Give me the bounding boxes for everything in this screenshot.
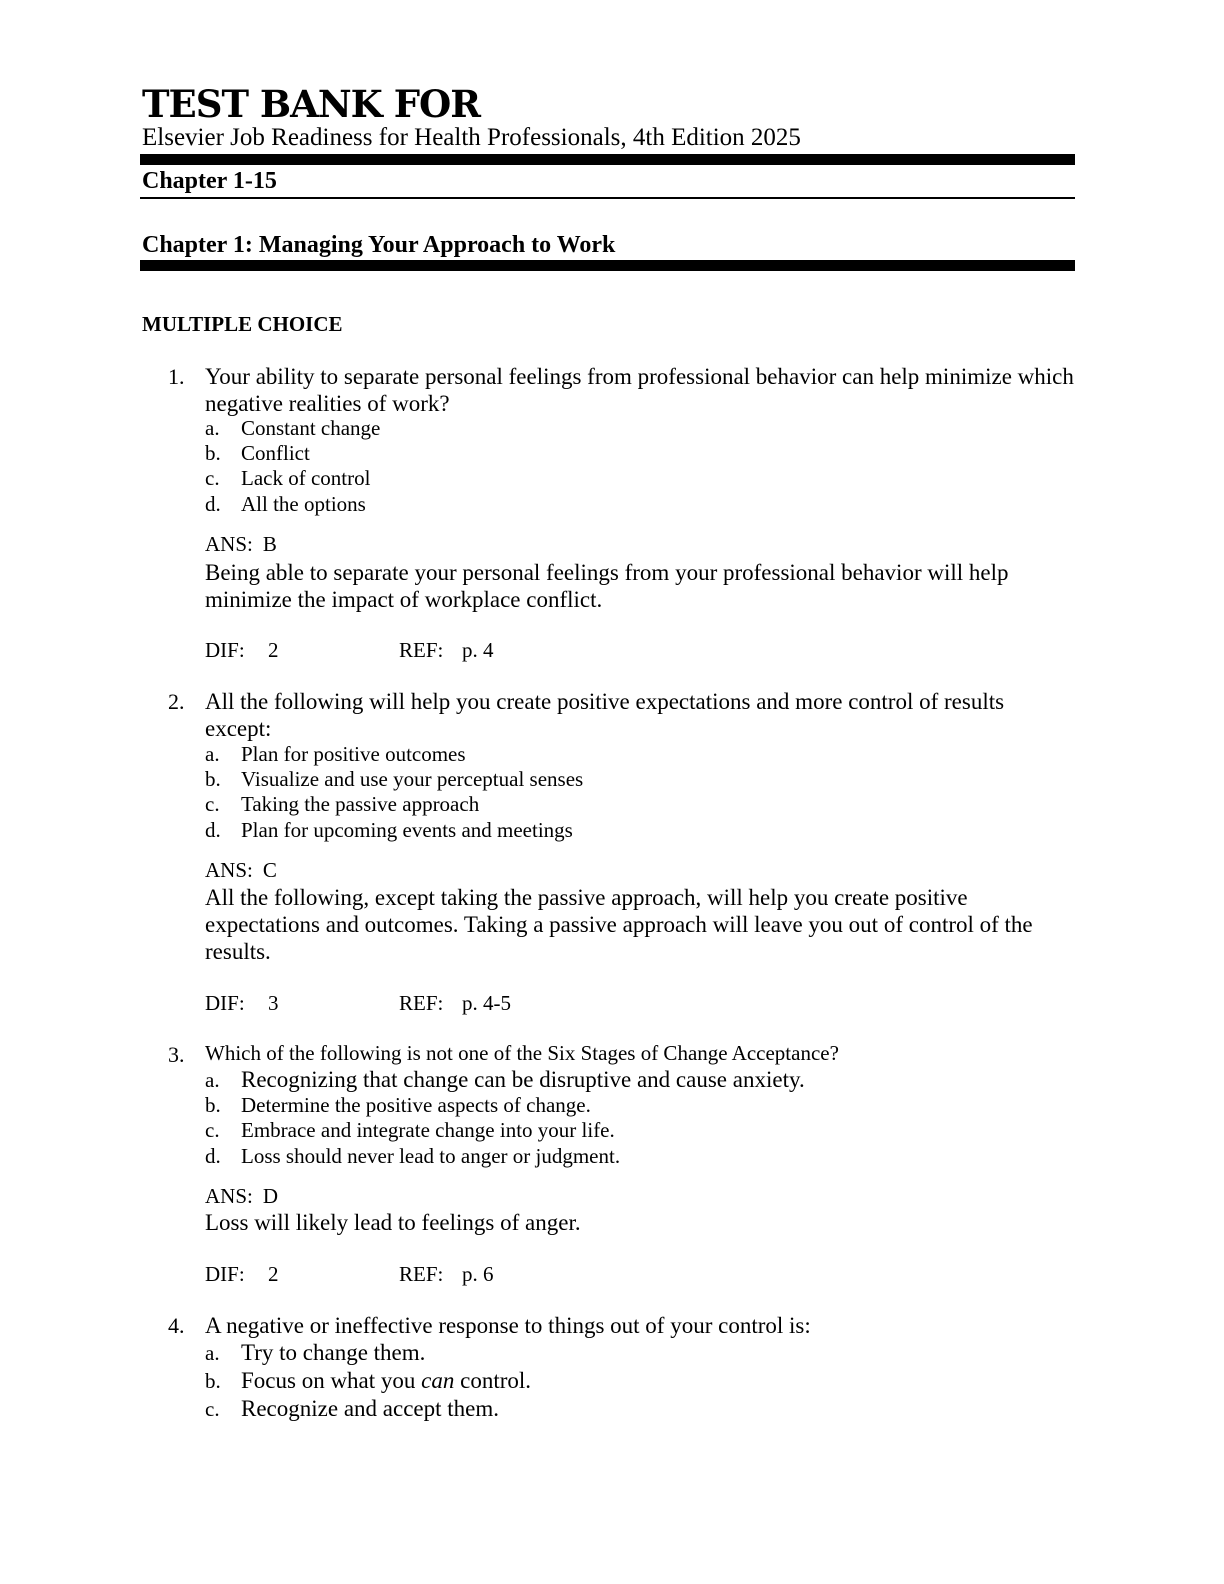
question-stem: Your ability to separate personal feelings from professional behavior can help minimize which negative realities of work? bbox=[205, 364, 1074, 416]
option-letter: b. bbox=[205, 441, 221, 465]
option-c bbox=[205, 1118, 615, 1143]
option-text: Plan for positive outcomes bbox=[241, 742, 466, 766]
rationale: All the following, except taking the passive approach, will help you create positive expectations and outcomes. Taking a passive approach will leave you out of control of the results. bbox=[205, 885, 1033, 964]
answer-key: D bbox=[262, 1184, 279, 1208]
option-letter: a. bbox=[205, 1341, 220, 1365]
question-number: 1. bbox=[168, 364, 185, 389]
question-stem: A negative or ineffective response to things out of your control is: bbox=[205, 1313, 811, 1338]
option-text: Recognizing that change can be disruptive and cause anxiety. bbox=[241, 1067, 805, 1092]
option-c bbox=[205, 792, 479, 817]
dif-value: 3 bbox=[268, 991, 279, 1015]
question-stem: Which of the following is not one of the Six Stages of Change Acceptance? bbox=[205, 1041, 839, 1065]
option-a bbox=[205, 742, 466, 767]
answer-key: C bbox=[262, 858, 277, 882]
option-a bbox=[205, 416, 380, 441]
answer-line bbox=[205, 532, 277, 557]
header-thin-rule bbox=[140, 197, 1075, 199]
chapter-range-label: Chapter 1-15 bbox=[142, 168, 277, 194]
book-subtitle: Elsevier Job Readiness for Health Professionals, 4th Edition 2025 bbox=[142, 124, 801, 151]
option-text: Plan for upcoming events and meetings bbox=[241, 818, 573, 842]
option-text: Determine the positive aspects of change. bbox=[241, 1093, 591, 1117]
option-text: Conflict bbox=[241, 441, 310, 465]
answer-label: ANS: bbox=[205, 532, 253, 556]
option-text: Taking the passive approach bbox=[241, 792, 480, 816]
dif-value: 2 bbox=[268, 638, 279, 662]
dif-label: DIF: bbox=[205, 1262, 245, 1286]
ref-label: REF: bbox=[399, 1262, 444, 1286]
option-text: Try to change them. bbox=[241, 1340, 426, 1365]
option-text: Constant change bbox=[241, 416, 381, 440]
option-text: Embrace and integrate change into your life. bbox=[241, 1118, 615, 1142]
option-b bbox=[205, 1093, 591, 1118]
answer-line bbox=[205, 1184, 278, 1209]
chapter-thick-rule bbox=[140, 260, 1075, 271]
question-number: 4. bbox=[168, 1313, 185, 1338]
option-text-after: control. bbox=[454, 1368, 532, 1393]
option-c bbox=[205, 1395, 499, 1423]
ref-label: REF: bbox=[399, 991, 444, 1015]
answer-label: ANS: bbox=[205, 858, 253, 882]
option-b bbox=[205, 767, 583, 792]
option-d bbox=[205, 492, 366, 517]
chapter-heading: Chapter 1: Managing Your Approach to Work bbox=[142, 232, 616, 258]
option-letter: d. bbox=[205, 1144, 221, 1168]
option-letter: b. bbox=[205, 1369, 221, 1393]
section-label: MULTIPLE CHOICE bbox=[142, 312, 343, 336]
rationale: Being able to separate your personal feelings from your professional behavior will help minimize the impact of workplace conflict. bbox=[205, 560, 1009, 612]
test-bank-title: TEST BANK FOR bbox=[142, 82, 480, 126]
option-b bbox=[205, 441, 310, 466]
dif-ref-line bbox=[205, 1262, 605, 1287]
question-number: 2. bbox=[168, 689, 185, 714]
option-text-before: Focus on what you bbox=[241, 1368, 422, 1393]
dif-label: DIF: bbox=[205, 991, 245, 1015]
dif-value: 2 bbox=[268, 1262, 279, 1286]
question-number: 3. bbox=[168, 1042, 185, 1067]
option-letter: c. bbox=[205, 1397, 220, 1421]
option-letter: d. bbox=[205, 818, 221, 842]
option-letter: c. bbox=[205, 466, 220, 490]
answer-key: B bbox=[262, 532, 277, 556]
option-d bbox=[205, 1144, 620, 1169]
option-c bbox=[205, 466, 370, 491]
question-stem: All the following will help you create positive expectations and more control of results except: bbox=[205, 689, 1005, 741]
option-a bbox=[205, 1066, 805, 1094]
option-d bbox=[205, 818, 573, 843]
header-thick-rule bbox=[140, 154, 1075, 165]
option-letter: a. bbox=[205, 1068, 220, 1092]
answer-line bbox=[205, 858, 277, 883]
dif-ref-line bbox=[205, 638, 605, 663]
ref-value: p. 4-5 bbox=[462, 991, 511, 1015]
option-letter: a. bbox=[205, 416, 220, 440]
option-letter: d. bbox=[205, 492, 221, 516]
option-text: Lack of control bbox=[241, 466, 371, 490]
ref-label: REF: bbox=[399, 638, 444, 662]
option-letter: a. bbox=[205, 742, 220, 766]
option-b bbox=[205, 1367, 531, 1395]
ref-value: p. 4 bbox=[462, 638, 494, 662]
option-text-emphasis: can bbox=[421, 1368, 455, 1393]
option-text: Recognize and accept them. bbox=[241, 1396, 499, 1421]
option-text: Visualize and use your perceptual senses bbox=[241, 767, 584, 791]
ref-value: p. 6 bbox=[462, 1262, 494, 1286]
option-letter: b. bbox=[205, 767, 221, 791]
option-letter: c. bbox=[205, 1118, 220, 1142]
option-a bbox=[205, 1339, 425, 1367]
option-letter: b. bbox=[205, 1093, 221, 1117]
dif-label: DIF: bbox=[205, 638, 245, 662]
option-text: All the options bbox=[241, 492, 366, 516]
rationale: Loss will likely lead to feelings of anger. bbox=[205, 1210, 581, 1235]
option-letter: c. bbox=[205, 792, 220, 816]
option-text: Loss should never lead to anger or judgment. bbox=[241, 1144, 621, 1168]
answer-label: ANS: bbox=[205, 1184, 253, 1208]
dif-ref-line bbox=[205, 991, 605, 1016]
